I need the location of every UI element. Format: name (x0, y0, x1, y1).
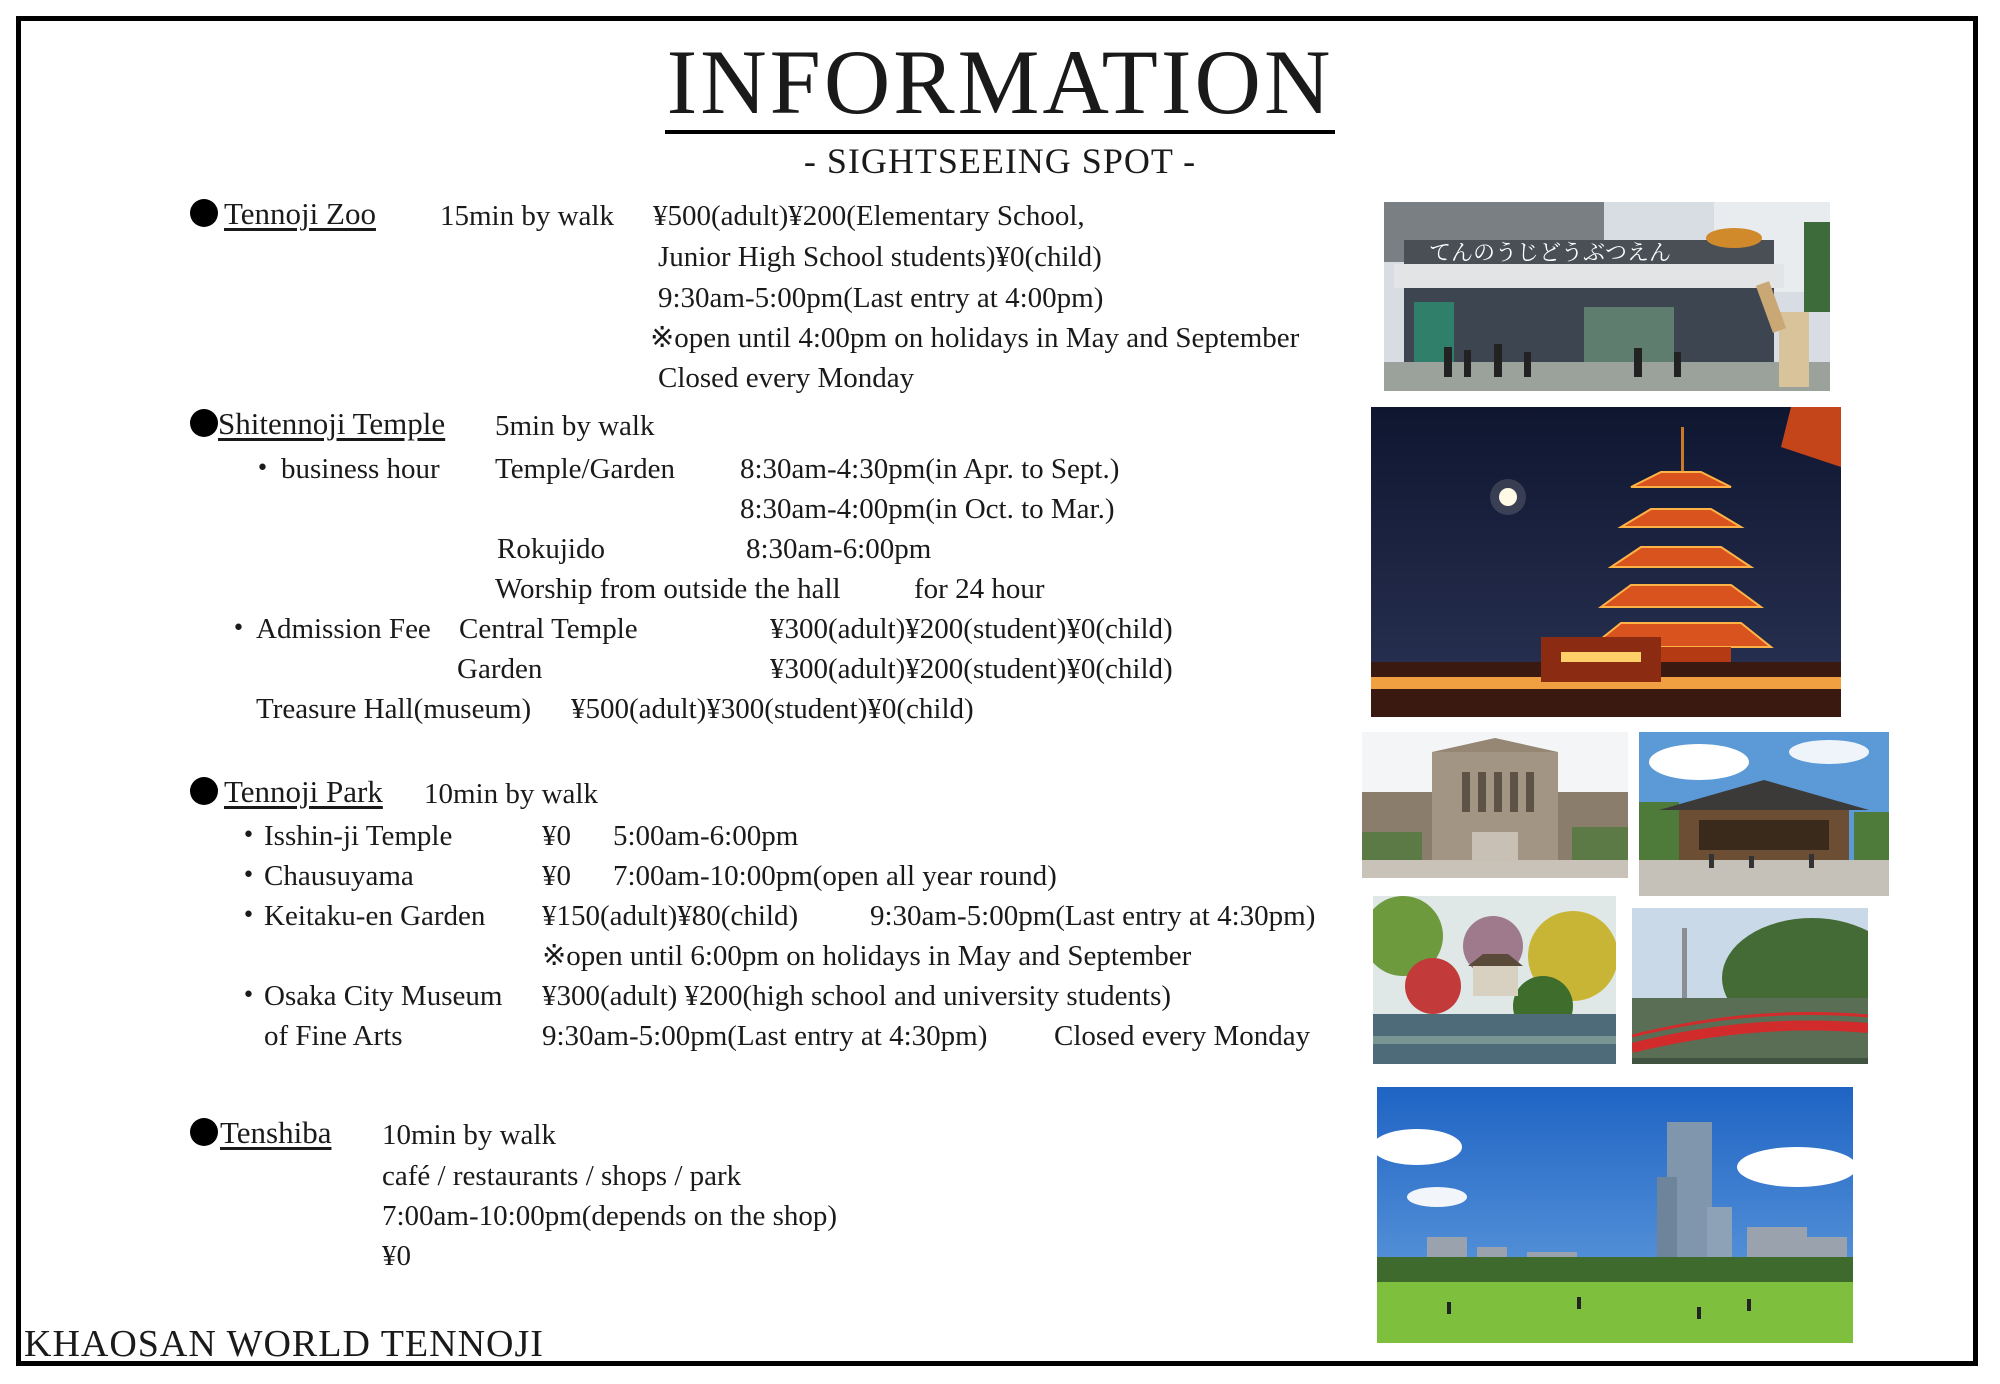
footer-brand: KHAOSAN WORLD TENNOJI (24, 1323, 544, 1365)
zoo-holiday-note: ※open until 4:00pm on holidays in May and September (650, 322, 1300, 354)
zoo-fee-line2: Junior High School students)¥0(child) (658, 241, 1102, 273)
temple-business-hour-label: business hour (281, 453, 440, 485)
central-temple-label: Central Temple (459, 613, 638, 645)
museum-closed: Closed every Monday (1054, 1020, 1311, 1052)
zoo-fee-line1: ¥500(adult)¥200(Elementary School, (653, 200, 1085, 232)
tenshiba-fee: ¥0 (382, 1240, 411, 1272)
chausuyama-fee: ¥0 (542, 860, 571, 892)
bullet-dot-icon: • (242, 823, 255, 848)
rokujido-hours: 8:30am-6:00pm (746, 533, 932, 565)
temple-garden-hours-summer: 8:30am-4:30pm(in Apr. to Sept.) (740, 453, 1120, 485)
temple-heading (190, 408, 445, 439)
temple-walk: 5min by walk (495, 410, 655, 442)
keitaku-fee: ¥150(adult)¥80(child) (542, 900, 799, 932)
bullet-dot-icon: • (256, 456, 269, 481)
tenshiba-name: Tenshiba (220, 1115, 332, 1150)
shitennoji-pagoda-photo (1371, 407, 1841, 717)
isshinji-temple-photo (1639, 732, 1889, 896)
osaka-museum-photo (1362, 732, 1628, 878)
temple-name: Shitennoji Temple (218, 406, 446, 441)
admission-fee-label: Admission Fee (256, 613, 431, 645)
tenshiba-heading (190, 1117, 331, 1148)
black-circle-bullet-icon (190, 199, 218, 227)
bullet-dot-icon: • (242, 863, 255, 888)
keitaku-hours: 9:30am-5:00pm(Last entry at 4:30pm) (870, 900, 1316, 932)
isshinji-hours: 5:00am-6:00pm (613, 820, 799, 852)
treasure-hall-label: Treasure Hall(museum) (256, 693, 532, 725)
tenshiba-walk: 10min by walk (382, 1119, 556, 1151)
bullet-dot-icon: • (242, 983, 255, 1008)
temple-garden-label: Temple/Garden (495, 453, 675, 485)
zoo-hours: 9:30am-5:00pm(Last entry at 4:00pm) (658, 282, 1104, 314)
worship-label: Worship from outside the hall (495, 573, 841, 605)
zoo-entrance-photo (1384, 202, 1830, 391)
tenshiba-park-photo (1377, 1087, 1853, 1343)
temple-garden-hours-winter: 8:30am-4:00pm(in Oct. to Mar.) (740, 493, 1115, 525)
zoo-heading (190, 198, 376, 229)
zoo-name: Tennoji Zoo (224, 196, 376, 231)
museum-fee: ¥300(adult) ¥200(high school and university students) (542, 980, 1172, 1012)
zoo-sign-text: てんのうじどうぶつえん (1429, 241, 1672, 266)
museum-hours: 9:30am-5:00pm(Last entry at 4:30pm) (542, 1020, 988, 1052)
chausuyama-bridge-photo (1632, 908, 1868, 1064)
tenshiba-hours: 7:00am-10:00pm(depends on the shop) (382, 1200, 838, 1232)
chausuyama-hours: 7:00am-10:00pm(open all year round) (613, 860, 1057, 892)
black-circle-bullet-icon (190, 1118, 218, 1146)
black-circle-bullet-icon (190, 777, 218, 805)
bullet-dot-icon: • (242, 903, 255, 928)
park-heading (190, 776, 383, 807)
keitaku-garden-photo (1373, 896, 1616, 1064)
page-subtitle: - SIGHTSEEING SPOT - (803, 141, 1197, 181)
black-circle-bullet-icon (190, 409, 218, 437)
garden-label: Garden (457, 653, 543, 685)
keitaku-label: Keitaku-en Garden (264, 900, 486, 932)
worship-hours: for 24 hour (914, 573, 1045, 605)
park-walk: 10min by walk (424, 778, 598, 810)
museum-label-line1: Osaka City Museum (264, 980, 503, 1012)
tenshiba-description: café / restaurants / shops / park (382, 1160, 742, 1192)
zoo-closed: Closed every Monday (658, 362, 915, 394)
keitaku-holiday-note: ※open until 6:00pm on holidays in May and September (542, 940, 1192, 972)
page-title: INFORMATION (666, 31, 1334, 133)
isshinji-fee: ¥0 (542, 820, 571, 852)
garden-fee: ¥300(adult)¥200(student)¥0(child) (770, 653, 1173, 685)
bullet-dot-icon: • (232, 616, 245, 641)
isshinji-label: Isshin-ji Temple (264, 820, 453, 852)
central-temple-fee: ¥300(adult)¥200(student)¥0(child) (770, 613, 1173, 645)
zoo-walk: 15min by walk (440, 200, 614, 232)
rokujido-label: Rokujido (497, 533, 605, 565)
park-name: Tennoji Park (224, 774, 383, 809)
treasure-hall-fee: ¥500(adult)¥300(student)¥0(child) (571, 693, 974, 725)
museum-label-line2: of Fine Arts (264, 1020, 403, 1052)
chausuyama-label: Chausuyama (264, 860, 414, 892)
